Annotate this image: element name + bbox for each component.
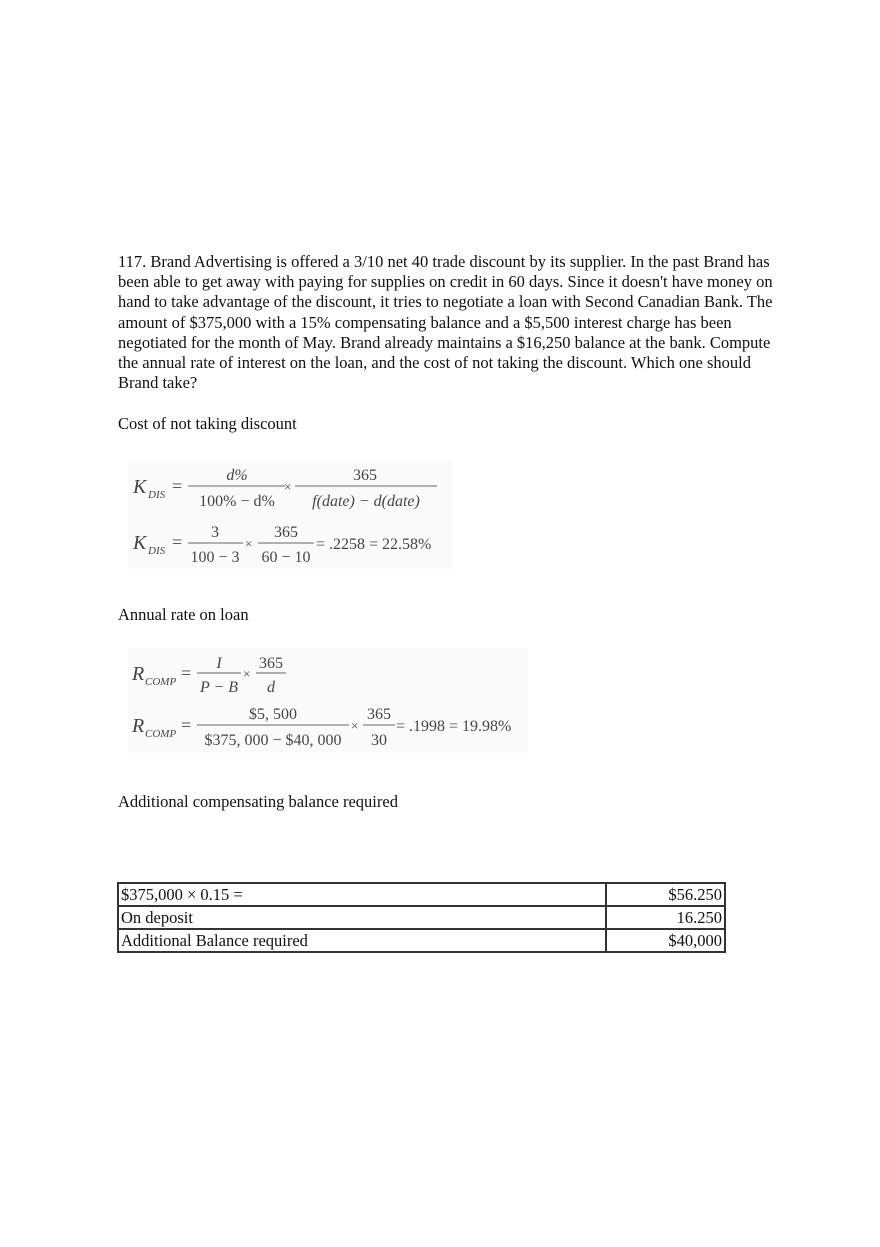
- table-cell-value: $56.250: [606, 883, 725, 906]
- loan-formula2-lhs: R: [132, 715, 145, 737]
- discount-formula: [128, 460, 453, 570]
- loan-formula-f2-num: 365: [259, 655, 283, 672]
- discount-formula-eq: =: [172, 476, 183, 496]
- discount-formula-lhs: K: [133, 476, 147, 498]
- discount-formula-result: = .2258 = 22.58%: [316, 536, 432, 553]
- question-text: 117. Brand Advertising is offered a 3/10 net 40 trade discount by its supplier. In the past Brand has been able to get away with paying for supplies on credit in 60 days. Since it doesn't have money on hand to take advantage of the discount, it tries to negotiate a loan with Second Canadian Bank. The amount of $375,000 with a 15% compensating balance and a $5,500 interest charge has been negotiated for the month of May. Brand already maintains a $16,250 balance at the bank. Compute the annual rate of interest on the loan, and the cost of not taking the discount. Which one should Brand take?: [118, 252, 773, 393]
- loan-formula2-times: ×: [351, 718, 359, 733]
- loan-formula-g1-num: $5, 500: [249, 706, 297, 723]
- loan-formula-g2-den: 30: [371, 732, 387, 749]
- discount-formula-g2-num: 365: [274, 524, 298, 541]
- discount-formula-f2-num: 365: [353, 467, 377, 484]
- balance-section-heading: Additional compensating balance required: [118, 792, 398, 811]
- loan-formula-times: ×: [243, 666, 251, 681]
- loan-formula-result: = .1998 = 19.98%: [396, 718, 512, 735]
- loan-formula2-eq: =: [181, 715, 192, 735]
- loan-formula-g2-num: 365: [367, 706, 391, 723]
- loan-formula-sub: COMP: [145, 676, 177, 688]
- discount-formula-f1-num: d%: [226, 467, 248, 484]
- loan-formula-f1-num: I: [216, 655, 222, 672]
- discount-formula-g1-den: 100 − 3: [190, 549, 240, 566]
- table-cell-label: $375,000 × 0.15 =: [118, 883, 606, 906]
- discount-formula2-sub: DIS: [148, 545, 166, 557]
- loan-formula2-sub: COMP: [145, 728, 177, 740]
- table-cell-value: $40,000: [606, 929, 725, 952]
- loan-formula-eq: =: [181, 663, 192, 683]
- discount-section-heading: Cost of not taking discount: [118, 414, 297, 433]
- discount-formula-g1-num: 3: [211, 524, 219, 541]
- discount-formula-f2-den: f(date) − d(date): [312, 493, 420, 510]
- loan-formula-g1-den: $375, 000 − $40, 000: [204, 732, 342, 749]
- discount-formula-g2-den: 60 − 10: [261, 549, 311, 566]
- balance-table: [117, 882, 726, 953]
- loan-formula-f2-den: d: [267, 679, 275, 696]
- discount-formula-times: ×: [284, 479, 292, 494]
- table-cell-label: Additional Balance required: [118, 929, 606, 952]
- discount-formula2-times: ×: [245, 536, 253, 551]
- loan-formula: [128, 648, 528, 754]
- table-row: [118, 883, 725, 906]
- loan-formula-lhs: R: [132, 663, 145, 685]
- discount-formula2-lhs: K: [133, 532, 147, 554]
- discount-formula-sub: DIS: [148, 489, 166, 501]
- table-row: [118, 929, 725, 952]
- table-cell-label: On deposit: [118, 906, 606, 929]
- loan-formula-f1-den: P − B: [199, 679, 239, 696]
- discount-formula2-eq: =: [172, 532, 183, 552]
- loan-section-heading: Annual rate on loan: [118, 605, 249, 624]
- table-row: [118, 906, 725, 929]
- discount-formula-f1-den: 100% − d%: [199, 493, 275, 510]
- table-cell-value: 16.250: [606, 906, 725, 929]
